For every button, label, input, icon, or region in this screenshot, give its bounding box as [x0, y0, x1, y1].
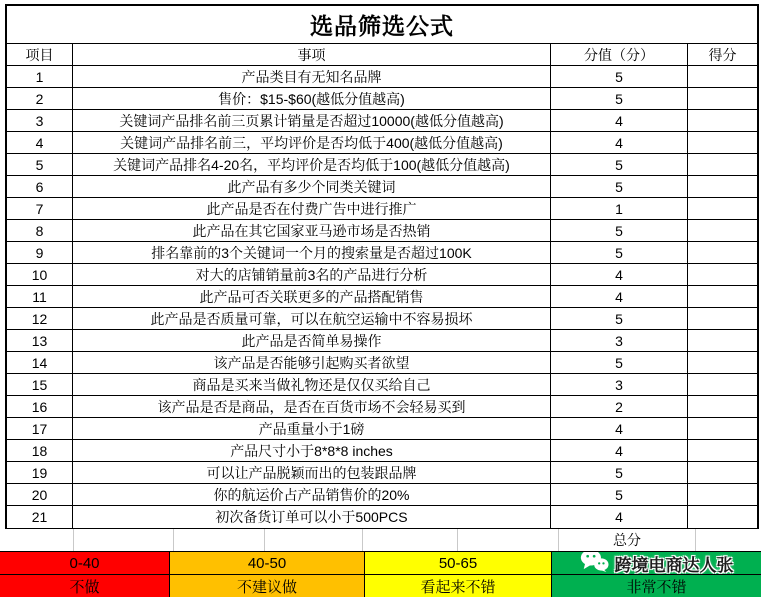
table-row	[7, 352, 757, 374]
row-number: 12	[7, 308, 73, 329]
table-row	[7, 440, 757, 462]
table-header-row	[7, 44, 757, 66]
row-score: 5	[551, 462, 688, 483]
table-row	[7, 330, 757, 352]
page-title: 选品筛选公式	[310, 13, 454, 39]
row-earned-cell[interactable]	[688, 198, 757, 219]
row-number: 7	[7, 198, 73, 219]
row-matter: 关键词产品排名前三，平均评价是否均低于400(越低分值越高)	[73, 132, 551, 153]
row-score: 3	[551, 374, 688, 395]
grid-cell	[458, 529, 559, 551]
row-earned-cell[interactable]	[688, 264, 757, 285]
title-bar	[5, 4, 759, 45]
row-score: 4	[551, 110, 688, 131]
row-earned-cell[interactable]	[688, 506, 757, 528]
table-row	[7, 462, 757, 484]
row-score: 5	[551, 66, 688, 87]
legend-range-orange: 40-50	[170, 552, 365, 574]
row-score: 5	[551, 176, 688, 197]
grid-cell	[174, 529, 265, 551]
legend-verdict-red: 不做	[0, 575, 170, 597]
row-matter: 此产品在其它国家亚马逊市场是否热销	[73, 220, 551, 241]
table-row	[7, 176, 757, 198]
watermark	[580, 552, 734, 574]
table-row	[7, 374, 757, 396]
row-number: 3	[7, 110, 73, 131]
row-earned-cell[interactable]	[688, 440, 757, 461]
row-score: 4	[551, 440, 688, 461]
row-score: 1	[551, 198, 688, 219]
row-earned-cell[interactable]	[688, 88, 757, 109]
row-score: 4	[551, 264, 688, 285]
row-number: 19	[7, 462, 73, 483]
legend-range-green	[552, 552, 761, 574]
grid-cell	[74, 529, 174, 551]
row-earned-cell[interactable]	[688, 66, 757, 87]
row-earned-cell[interactable]	[688, 132, 757, 153]
row-matter: 对大的店铺销量前3名的产品进行分析	[73, 264, 551, 285]
grid-cell	[363, 529, 458, 551]
row-earned-cell[interactable]	[688, 484, 757, 505]
row-number: 9	[7, 242, 73, 263]
grid-cell	[265, 529, 363, 551]
table-row	[7, 396, 757, 418]
row-earned-cell[interactable]	[688, 308, 757, 329]
grid-cell	[0, 529, 74, 551]
table-row	[7, 506, 757, 528]
row-matter: 此产品是否在付费广告中进行推广	[73, 198, 551, 219]
legend-verdict-row	[0, 575, 761, 597]
row-matter: 排名靠前的3个关键词一个月的搜索量是否超过100K	[73, 242, 551, 263]
row-earned-cell[interactable]	[688, 396, 757, 417]
header-matter: 事项	[73, 44, 551, 65]
row-earned-cell[interactable]	[688, 462, 757, 483]
header-earned: 得分	[708, 46, 737, 63]
table-row	[7, 132, 757, 154]
total-score-cell[interactable]	[696, 529, 761, 551]
table-row	[7, 418, 757, 440]
row-earned-cell[interactable]	[688, 352, 757, 373]
row-number: 11	[7, 286, 73, 307]
watermark-text: 跨境电商达人张	[614, 555, 734, 574]
row-number: 13	[7, 330, 73, 351]
row-number: 17	[7, 418, 73, 439]
total-row	[0, 529, 761, 551]
row-matter: 产品尺寸小于8*8*8 inches	[73, 440, 551, 461]
row-number: 14	[7, 352, 73, 373]
row-matter: 产品重量小于1磅	[73, 418, 551, 439]
row-number: 4	[7, 132, 73, 153]
table-row	[7, 198, 757, 220]
table-row	[7, 242, 757, 264]
row-score: 5	[551, 154, 688, 175]
legend-range-row	[0, 552, 761, 575]
table-row	[7, 484, 757, 506]
table-row	[7, 88, 757, 110]
legend-range-yellow: 50-65	[365, 552, 552, 574]
total-label: 总分	[559, 529, 696, 551]
scoring-table	[5, 44, 759, 530]
row-matter: 关键词产品排名前三页累计销量是否超过10000(越低分值越高)	[73, 110, 551, 131]
row-number: 18	[7, 440, 73, 461]
row-earned-cell[interactable]	[688, 330, 757, 351]
row-score: 4	[551, 506, 688, 528]
legend-verdict-green: 非常不错	[552, 575, 761, 597]
row-number: 8	[7, 220, 73, 241]
row-matter: 该产品是否是商品，是否在百货市场不会轻易买到	[73, 396, 551, 417]
header-score: 分值（分）	[551, 44, 688, 65]
row-number: 20	[7, 484, 73, 505]
row-score: 5	[551, 88, 688, 109]
row-matter: 此产品是否简单易操作	[73, 330, 551, 351]
row-matter: 该产品是否能够引起购买者欲望	[73, 352, 551, 373]
row-score: 5	[551, 308, 688, 329]
table-row	[7, 264, 757, 286]
row-score: 3	[551, 330, 688, 351]
wechat-icon	[580, 552, 609, 574]
row-earned-cell[interactable]	[688, 242, 757, 263]
table-row	[7, 286, 757, 308]
row-matter: 关键词产品排名4-20名，平均评价是否均低于100(越低分值越高)	[73, 154, 551, 175]
score-legend	[0, 551, 761, 597]
row-earned-cell[interactable]	[688, 110, 757, 131]
row-matter: 此产品有多少个同类关键词	[73, 176, 551, 197]
row-score: 5	[551, 484, 688, 505]
row-earned-cell[interactable]	[688, 154, 757, 175]
legend-verdict-yellow: 看起来不错	[365, 575, 552, 597]
row-earned-cell[interactable]	[688, 418, 757, 439]
row-matter: 可以让产品脱颖而出的包装跟品牌	[73, 462, 551, 483]
row-number: 10	[7, 264, 73, 285]
row-number: 15	[7, 374, 73, 395]
legend-verdict-orange: 不建议做	[170, 575, 365, 597]
row-matter: 售价：$15-$60(越低分值越高)	[73, 88, 551, 109]
row-score: 4	[551, 132, 688, 153]
row-earned-cell[interactable]	[688, 220, 757, 241]
row-earned-cell[interactable]	[688, 374, 757, 395]
legend-range-red: 0-40	[0, 552, 170, 574]
row-earned-cell[interactable]	[688, 176, 757, 197]
table-row	[7, 220, 757, 242]
row-number: 6	[7, 176, 73, 197]
table-row	[7, 308, 757, 330]
row-score: 5	[551, 220, 688, 241]
row-number: 16	[7, 396, 73, 417]
row-score: 5	[551, 242, 688, 263]
row-earned-cell[interactable]	[688, 286, 757, 307]
row-score: 4	[551, 286, 688, 307]
row-score: 5	[551, 352, 688, 373]
table-row	[7, 66, 757, 88]
row-matter: 此产品可否关联更多的产品搭配销售	[73, 286, 551, 307]
row-number: 2	[7, 88, 73, 109]
row-matter: 初次备货订单可以小于500PCS	[73, 506, 551, 528]
row-score: 4	[551, 418, 688, 439]
row-matter: 你的航运价占产品销售价的20%	[73, 484, 551, 505]
row-number: 1	[7, 66, 73, 87]
row-matter: 商品是买来当做礼物还是仅仅买给自己	[73, 374, 551, 395]
row-matter: 此产品是否质量可靠，可以在航空运输中不容易损坏	[73, 308, 551, 329]
table-row	[7, 110, 757, 132]
row-number: 21	[7, 506, 73, 528]
header-item: 项目	[7, 44, 73, 65]
row-matter: 产品类目有无知名品牌	[73, 66, 551, 87]
row-score: 2	[551, 396, 688, 417]
table-row	[7, 154, 757, 176]
row-number: 5	[7, 154, 73, 175]
